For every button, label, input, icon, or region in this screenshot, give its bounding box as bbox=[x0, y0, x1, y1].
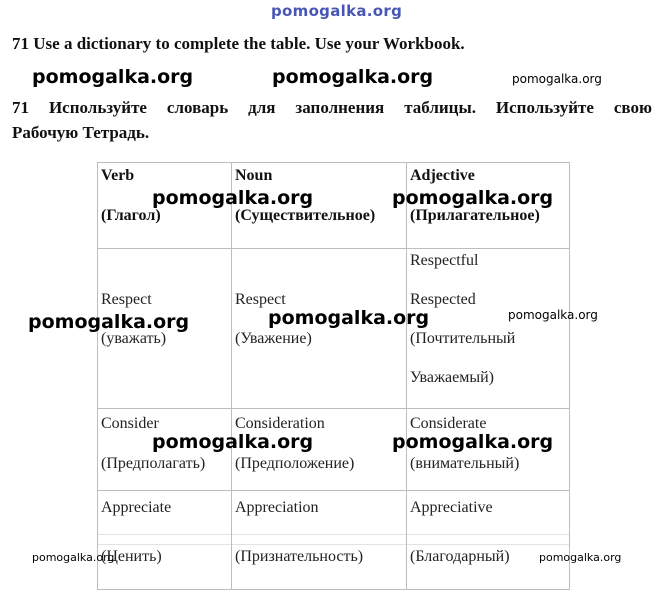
watermark: pomogalka.org bbox=[512, 72, 602, 86]
watermark: pomogalka.org bbox=[152, 431, 314, 453]
cell-noun-en: Consideration bbox=[235, 415, 325, 432]
table-inner-divider bbox=[97, 534, 570, 535]
cell-verb-ru: (Предполагать) bbox=[101, 455, 206, 472]
header-noun-ru: (Существительное) bbox=[235, 207, 376, 224]
cell-noun-ru: (Признательность) bbox=[235, 548, 364, 565]
header-adjective-en: Adjective bbox=[410, 167, 475, 184]
header-noun-en: Noun bbox=[235, 167, 273, 184]
cell-noun-en: Respect bbox=[235, 291, 286, 308]
exercise-title-english: 71 Use a dictionary to complete the table. Use your Workbook. bbox=[12, 34, 465, 53]
cell-adjective-ru: (внимательный) bbox=[410, 455, 520, 472]
cell-noun-en: Appreciation bbox=[235, 499, 319, 516]
cell-noun-ru: (Уважение) bbox=[235, 330, 312, 347]
header-verb-ru: (Глагол) bbox=[101, 207, 161, 224]
cell-adjective-en: Considerate bbox=[410, 415, 487, 432]
watermark: pomogalka.org bbox=[272, 66, 434, 88]
header-adjective-ru: (Прилагательное) bbox=[410, 207, 540, 224]
watermark: pomogalka.org bbox=[32, 66, 194, 88]
watermark: pomogalka.org bbox=[28, 311, 190, 333]
watermark: pomogalka.org bbox=[268, 307, 430, 329]
exercise-title-russian-line2: Рабочую Тетрадь. bbox=[12, 123, 150, 142]
cell-adjective-en: Appreciative bbox=[410, 499, 493, 516]
cell-verb-ru: (Ценить) bbox=[101, 548, 162, 565]
cell-verb-en: Consider bbox=[101, 415, 159, 432]
cell-adjective-line4: Уважаемый) bbox=[410, 369, 494, 386]
table-border-right bbox=[569, 162, 570, 590]
watermark: pomogalka.org bbox=[32, 551, 115, 564]
watermark: pomogalka.org bbox=[392, 187, 554, 209]
watermark: pomogalka.org bbox=[152, 187, 314, 209]
watermark: pomogalka.org bbox=[539, 551, 622, 564]
cell-verb-en: Appreciate bbox=[101, 499, 172, 516]
watermark: pomogalka.org bbox=[392, 431, 554, 453]
cell-verb-ru: (уважать) bbox=[101, 330, 167, 347]
cell-adjective-line1: Respectful bbox=[410, 252, 479, 269]
cell-adjective-ru: (Благодарный) bbox=[410, 548, 510, 565]
table-border-bottom bbox=[97, 589, 570, 590]
cell-adjective-line2: Respected bbox=[410, 291, 476, 308]
cell-verb-en: Respect bbox=[101, 291, 152, 308]
watermark-top: pomogalka.org bbox=[271, 2, 403, 20]
cell-adjective-line3: (Почтительный bbox=[410, 330, 516, 347]
exercise-title-russian-line1: 71 Используйте словарь для заполнения таблицы. Используйте свою bbox=[12, 98, 652, 117]
cell-noun-ru: (Предположение) bbox=[235, 455, 355, 472]
vocabulary-table bbox=[97, 162, 570, 590]
watermark: pomogalka.org bbox=[508, 308, 598, 322]
header-verb-en: Verb bbox=[101, 167, 135, 184]
